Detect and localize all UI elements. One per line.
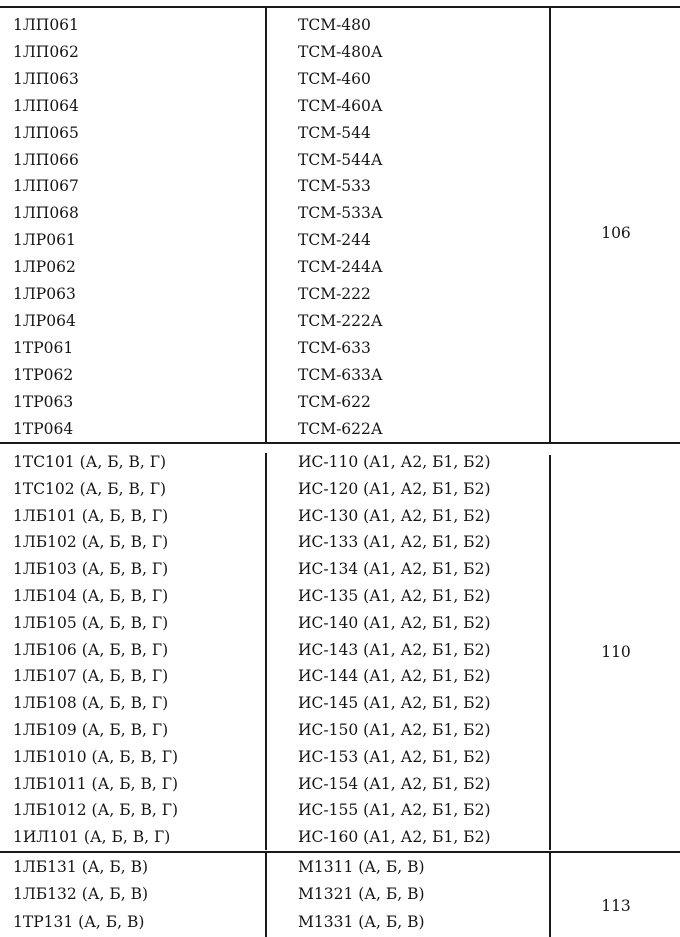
- model-code: 1ЛБ132 (А, Б, В): [13, 885, 149, 904]
- part-number: ТСМ-244: [298, 231, 371, 250]
- part-number: ТСМ-633А: [298, 365, 383, 384]
- part-number: ИС-133 (А1, А2, Б1, Б2): [298, 533, 491, 552]
- column-divider-1-group-2: [265, 453, 267, 850]
- part-number: ТСМ-544А: [298, 150, 383, 169]
- part-number: ИС-130 (А1, А2, Б1, Б2): [298, 506, 491, 525]
- model-code: 1ЛР062: [13, 258, 76, 277]
- part-number: ТСМ-622А: [298, 419, 383, 438]
- part-number: ИС-155 (А1, А2, Б1, Б2): [298, 801, 491, 820]
- part-number: ТСМ-622: [298, 392, 371, 411]
- model-code: 1ТР064: [13, 419, 74, 438]
- part-number: ТСМ-460: [298, 69, 371, 88]
- part-number: ТСМ-222: [298, 285, 371, 303]
- part-number: ИС-135 (А1, А2, Б1, Б2): [298, 587, 491, 605]
- part-number: ТСМ-480: [298, 16, 371, 34]
- column-divider-2-group-1: [549, 8, 551, 442]
- part-number: ИС-160 (А1, А2, Б1, Б2): [298, 828, 491, 847]
- part-number: ТСМ-544: [298, 123, 371, 142]
- part-number: ТСМ-533: [298, 177, 371, 196]
- model-code: 1ЛР063: [13, 285, 76, 303]
- part-number: ИС-150 (А1, А2, Б1, Б2): [298, 721, 491, 739]
- model-code: 1ЛБ105 (А, Б, В, Г): [13, 613, 169, 632]
- part-number: М1321 (А, Б, В): [298, 885, 425, 904]
- part-number: ТСМ-633: [298, 338, 371, 357]
- model-code: 1ЛП067: [13, 177, 79, 196]
- group-divider-2: [0, 851, 680, 853]
- column-divider-2-group-3: [549, 853, 551, 937]
- part-number: ИС-143 (А1, А2, Б1, Б2): [298, 640, 491, 659]
- model-code: 1ЛБ101 (А, Б, В, Г): [13, 506, 169, 525]
- model-code: 1ЛР061: [13, 231, 76, 250]
- table-top-rule: [0, 6, 680, 8]
- part-number: ИС-144 (А1, А2, Б1, Б2): [298, 667, 491, 686]
- part-number: М1331 (А, Б, В): [298, 912, 425, 931]
- model-code: 1ТР063: [13, 392, 74, 411]
- model-code: 1ТС101 (А, Б, В, Г): [13, 453, 167, 471]
- model-code: 1ЛП066: [13, 150, 79, 169]
- model-code: 1ЛБ106 (А, Б, В, Г): [13, 640, 169, 659]
- page-reference: 110: [601, 643, 631, 661]
- part-number: ИС-120 (А1, А2, Б1, Б2): [298, 479, 491, 498]
- model-code: 1ЛБ104 (А, Б, В, Г): [13, 587, 169, 605]
- model-code: 1ТС102 (А, Б, В, Г): [13, 479, 167, 498]
- part-number: ТСМ-460А: [298, 96, 383, 115]
- part-number: ИС-145 (А1, А2, Б1, Б2): [298, 694, 491, 713]
- model-code: 1ЛБ107 (А, Б, В, Г): [13, 667, 169, 686]
- part-number: ИС-140 (А1, А2, Б1, Б2): [298, 613, 491, 632]
- part-number: М1311 (А, Б, В): [298, 858, 425, 876]
- page-reference: 106: [601, 224, 631, 242]
- model-code: 1ЛБ102 (А, Б, В, Г): [13, 533, 169, 552]
- part-number: ТСМ-222А: [298, 311, 383, 330]
- part-number: ИС-154 (А1, А2, Б1, Б2): [298, 774, 491, 793]
- part-number: ИС-153 (А1, А2, Б1, Б2): [298, 747, 491, 766]
- model-code: 1ЛБ108 (А, Б, В, Г): [13, 694, 169, 713]
- part-number: ИС-134 (А1, А2, Б1, Б2): [298, 560, 491, 579]
- column-divider-1-group-1: [265, 8, 267, 442]
- model-code: 1ЛП065: [13, 123, 79, 142]
- model-code: 1ЛП061: [13, 16, 79, 34]
- model-code: 1ЛП063: [13, 69, 79, 88]
- part-number: ТСМ-244А: [298, 258, 383, 277]
- model-code: 1ТР062: [13, 365, 74, 384]
- model-code: 1ЛБ1011 (А, Б, В, Г): [13, 774, 178, 793]
- model-code: 1ТР061: [13, 338, 74, 357]
- model-code: 1ИЛ101 (А, Б, В, Г): [13, 828, 171, 847]
- page-reference: 113: [601, 897, 631, 915]
- model-code: 1ЛП064: [13, 96, 79, 115]
- model-code: 1ЛП062: [13, 42, 79, 61]
- model-code: 1ЛБ1012 (А, Б, В, Г): [13, 801, 178, 820]
- model-code: 1ЛБ131 (А, Б, В): [13, 858, 149, 876]
- column-divider-2-group-2: [549, 455, 551, 850]
- part-number: ТСМ-533А: [298, 204, 383, 223]
- model-code: 1ЛБ103 (А, Б, В, Г): [13, 560, 169, 579]
- part-number: ТСМ-480А: [298, 42, 383, 61]
- column-divider-1-group-3: [265, 853, 267, 937]
- model-code: 1ТР131 (А, Б, В): [13, 912, 145, 931]
- model-code: 1ЛБ109 (А, Б, В, Г): [13, 721, 169, 739]
- model-code: 1ЛБ1010 (А, Б, В, Г): [13, 747, 178, 766]
- model-code: 1ЛР064: [13, 311, 76, 330]
- part-number: ИС-110 (А1, А2, Б1, Б2): [298, 453, 491, 471]
- model-code: 1ЛП068: [13, 204, 79, 223]
